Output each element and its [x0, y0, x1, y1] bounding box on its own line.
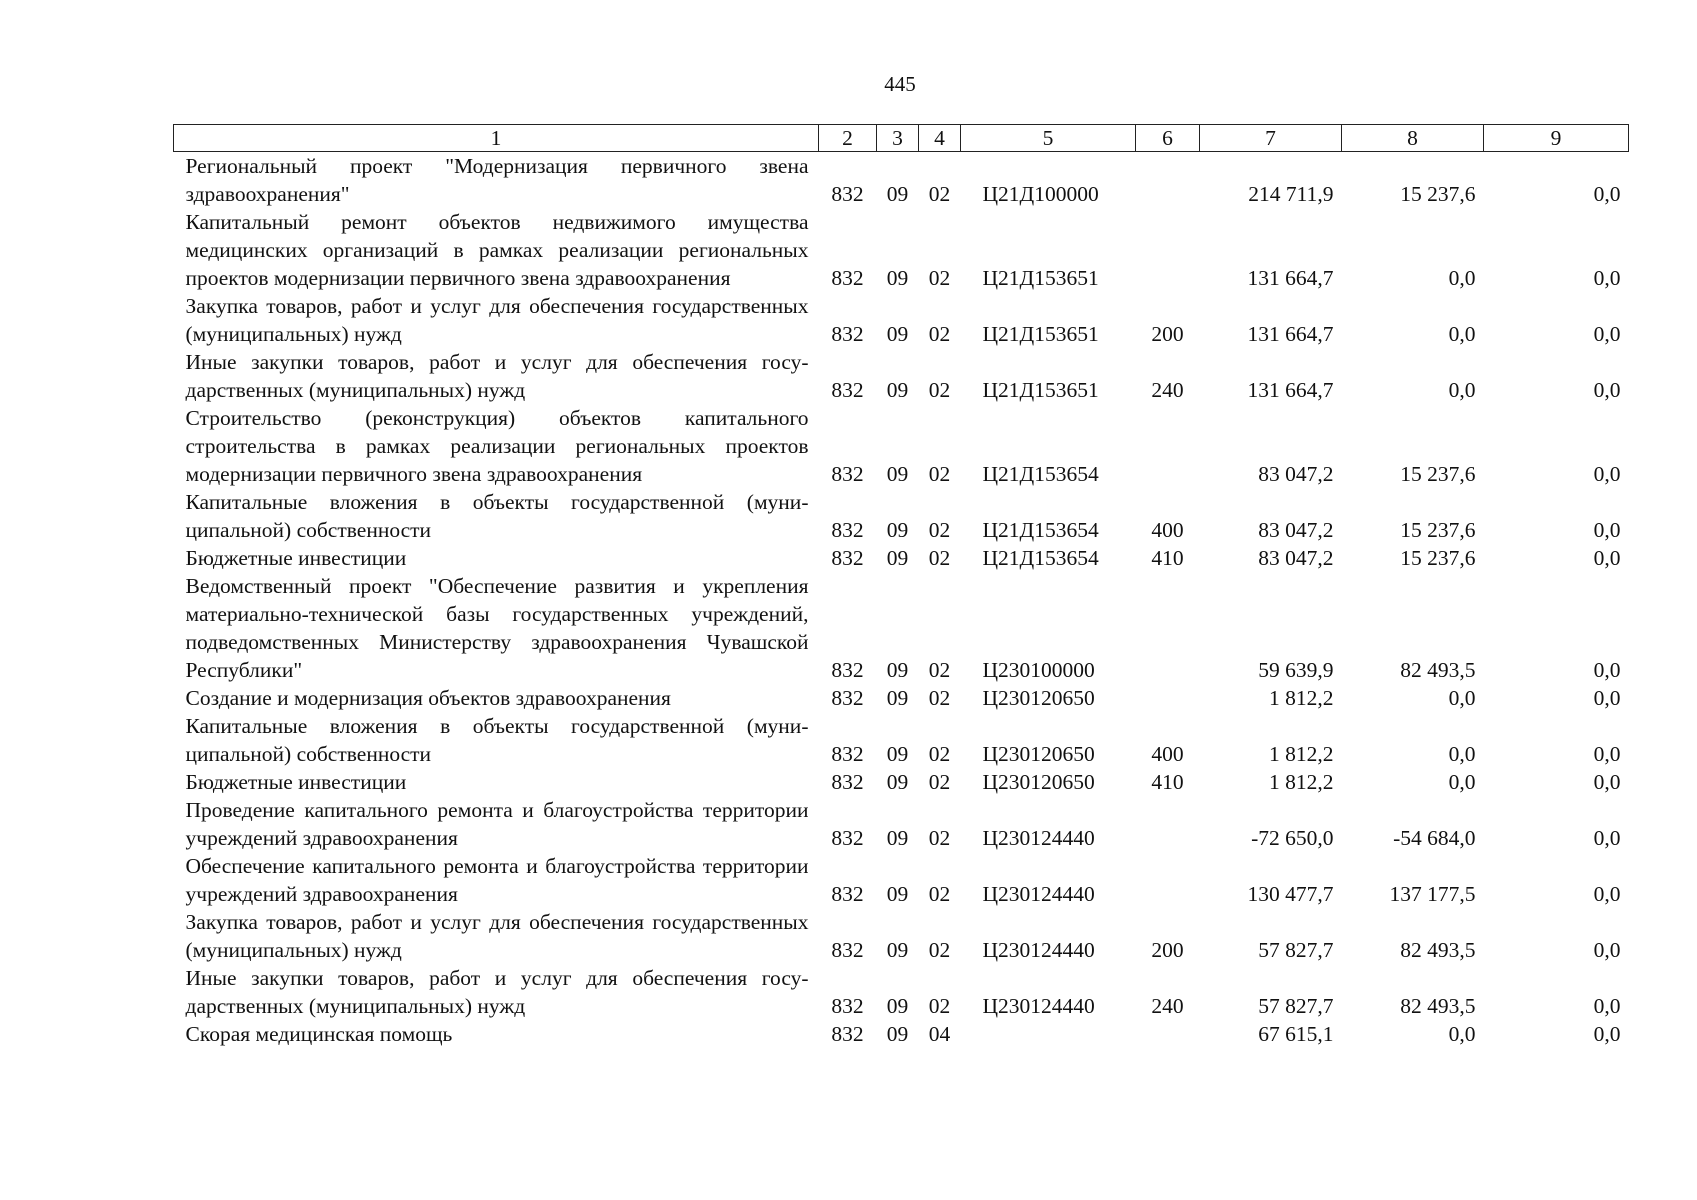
row-amount-1: 57 827,7	[1258, 938, 1334, 962]
row-subsection-code: 02	[928, 742, 951, 766]
row-name: Проведение капитального ремонта и благоустройства территории учреждений здравоохранения	[185, 798, 809, 850]
row-amount-3: 0,0	[1593, 770, 1621, 794]
row-amount-3: 0,0	[1593, 882, 1621, 906]
row-amount-1: 57 827,7	[1258, 994, 1334, 1018]
row-section-code: 09	[886, 994, 909, 1018]
row-amount-1: 131 664,7	[1247, 378, 1334, 402]
row-ministry-code: 832	[831, 322, 864, 346]
table-row	[174, 348, 1629, 404]
row-subsection-code: 02	[928, 938, 951, 962]
row-subsection-code: 02	[928, 182, 951, 206]
row-amount-1: 67 615,1	[1258, 1022, 1334, 1046]
row-amount-1: 1 812,2	[1269, 770, 1334, 794]
row-subsection-code: 02	[928, 518, 951, 542]
row-expense-type: 240	[1151, 994, 1184, 1018]
row-section-code: 09	[886, 882, 909, 906]
table-row	[174, 208, 1629, 292]
row-subsection-code: 02	[928, 378, 951, 402]
row-expense-type	[1136, 852, 1200, 908]
row-amount-1: 1 812,2	[1269, 686, 1334, 710]
row-ministry-code: 832	[831, 994, 864, 1018]
table-row	[174, 964, 1629, 1020]
table-header	[174, 125, 1629, 152]
row-amount-1: 59 639,9	[1258, 658, 1334, 682]
row-ministry-code: 832	[831, 770, 864, 794]
row-amount-2: 0,0	[1448, 266, 1476, 290]
row-amount-3: 0,0	[1593, 462, 1621, 486]
row-amount-1: 131 664,7	[1247, 266, 1334, 290]
row-amount-2: 0,0	[1448, 1022, 1476, 1046]
table-row	[174, 684, 1629, 712]
row-amount-2: 0,0	[1448, 322, 1476, 346]
row-target-article	[961, 1020, 1136, 1048]
row-target-article: Ц21Д153651	[982, 266, 1099, 290]
row-name: Иные закупки товаров, работ и услуг для обеспечения государственных (муниципальных) нужд	[185, 966, 809, 1018]
row-amount-3: 0,0	[1593, 1022, 1621, 1046]
row-expense-type: 410	[1151, 546, 1184, 570]
row-amount-1: 83 047,2	[1258, 546, 1334, 570]
row-name: Региональный проект "Модернизация первичного звена здравоохранения"	[185, 154, 809, 206]
row-amount-3: 0,0	[1593, 546, 1621, 570]
row-name: Капитальные вложения в объекты государственной (муниципальной) собственности	[185, 714, 809, 766]
header-col-1: 1	[174, 125, 819, 152]
header-col-2: 2	[819, 125, 877, 152]
row-section-code: 09	[886, 770, 909, 794]
row-amount-3: 0,0	[1593, 378, 1621, 402]
row-section-code: 09	[886, 462, 909, 486]
header-col-4: 4	[919, 125, 961, 152]
row-name: Обеспечение капитального ремонта и благоустройства территории учреждений здравоохранения	[185, 854, 809, 906]
row-amount-3: 0,0	[1593, 686, 1621, 710]
row-amount-2: -54 684,0	[1393, 826, 1476, 850]
header-row	[174, 125, 1629, 152]
row-expense-type	[1136, 1020, 1200, 1048]
row-section-code: 09	[886, 938, 909, 962]
row-ministry-code: 832	[831, 378, 864, 402]
row-amount-1: 83 047,2	[1258, 462, 1334, 486]
row-name: Капитальные вложения в объекты государственной (муниципальной) собственности	[185, 490, 809, 542]
row-expense-type: 240	[1151, 378, 1184, 402]
table-row	[174, 544, 1629, 572]
row-subsection-code: 02	[928, 826, 951, 850]
row-target-article: Ц230124440	[982, 938, 1095, 962]
row-amount-3: 0,0	[1593, 322, 1621, 346]
row-target-article: Ц230100000	[982, 658, 1095, 682]
row-name: Бюджетные инвестиции	[185, 546, 407, 570]
row-subsection-code: 02	[928, 322, 951, 346]
row-target-article: Ц21Д153651	[982, 322, 1099, 346]
row-amount-2: 15 237,6	[1400, 462, 1476, 486]
page-number: 445	[884, 72, 916, 96]
row-subsection-code: 02	[928, 658, 951, 682]
row-amount-1: 214 711,9	[1248, 182, 1334, 206]
row-section-code: 09	[886, 378, 909, 402]
row-expense-type: 400	[1151, 518, 1184, 542]
row-name: Создание и модернизация объектов здравоохранения	[185, 686, 671, 710]
row-expense-type: 200	[1151, 322, 1184, 346]
row-name: Закупка товаров, работ и услуг для обеспечения государственных (муниципальных) нужд	[185, 294, 809, 346]
row-expense-type	[1136, 404, 1200, 488]
row-subsection-code: 02	[928, 686, 951, 710]
row-amount-3: 0,0	[1593, 994, 1621, 1018]
row-section-code: 09	[886, 826, 909, 850]
row-subsection-code: 02	[928, 994, 951, 1018]
row-name: Бюджетные инвестиции	[185, 770, 407, 794]
row-target-article: Ц21Д153654	[982, 518, 1099, 542]
header-col-6: 6	[1136, 125, 1200, 152]
row-target-article: Ц230120650	[982, 770, 1095, 794]
row-subsection-code: 02	[928, 770, 951, 794]
table-row	[174, 768, 1629, 796]
row-amount-1: -72 650,0	[1251, 826, 1334, 850]
row-amount-1: 130 477,7	[1247, 882, 1334, 906]
table-row	[174, 712, 1629, 768]
row-expense-type	[1136, 684, 1200, 712]
row-amount-2: 15 237,6	[1400, 182, 1476, 206]
row-ministry-code: 832	[831, 546, 864, 570]
table-row	[174, 852, 1629, 908]
row-section-code: 09	[886, 322, 909, 346]
row-amount-1: 83 047,2	[1258, 518, 1334, 542]
row-expense-type: 400	[1151, 742, 1184, 766]
header-col-3: 3	[877, 125, 919, 152]
row-amount-2: 0,0	[1448, 770, 1476, 794]
header-col-8: 8	[1342, 125, 1484, 152]
row-amount-2: 0,0	[1448, 378, 1476, 402]
row-amount-3: 0,0	[1593, 266, 1621, 290]
row-expense-type	[1136, 572, 1200, 684]
row-expense-type	[1136, 796, 1200, 852]
row-expense-type: 410	[1151, 770, 1184, 794]
table-row	[174, 488, 1629, 544]
row-amount-3: 0,0	[1593, 742, 1621, 766]
row-amount-1: 1 812,2	[1269, 742, 1334, 766]
row-amount-2: 0,0	[1448, 742, 1476, 766]
row-expense-type	[1136, 208, 1200, 292]
row-target-article: Ц230124440	[982, 994, 1095, 1018]
header-col-7: 7	[1200, 125, 1342, 152]
row-target-article: Ц230124440	[982, 826, 1095, 850]
row-name: Иные закупки товаров, работ и услуг для обеспечения государственных (муниципальных) нужд	[185, 350, 809, 402]
row-ministry-code: 832	[831, 882, 864, 906]
row-section-code: 09	[886, 518, 909, 542]
row-name: Закупка товаров, работ и услуг для обеспечения государственных (муниципальных) нужд	[185, 910, 809, 962]
row-subsection-code: 02	[928, 882, 951, 906]
row-section-code: 09	[886, 742, 909, 766]
row-amount-3: 0,0	[1593, 826, 1621, 850]
row-ministry-code: 832	[831, 938, 864, 962]
row-ministry-code: 832	[831, 658, 864, 682]
row-name: Капитальный ремонт объектов недвижимого имущества медицинских организаций в рамках реализации региональных проектов модернизации первичного звена здравоохранения	[185, 210, 809, 290]
row-target-article: Ц21Д153654	[982, 546, 1099, 570]
row-target-article: Ц230120650	[982, 686, 1095, 710]
row-name: Скорая медицинская помощь	[185, 1022, 453, 1046]
row-name: Строительство (реконструкция) объектов капитального строительства в рамках реализации региональных проектов модернизации первичного звена здравоохранения	[185, 406, 809, 486]
row-ministry-code: 832	[831, 518, 864, 542]
row-target-article: Ц230124440	[982, 882, 1095, 906]
row-subsection-code: 02	[928, 462, 951, 486]
row-ministry-code: 832	[831, 742, 864, 766]
row-ministry-code: 832	[831, 462, 864, 486]
header-col-9: 9	[1484, 125, 1629, 152]
row-amount-2: 15 237,6	[1400, 518, 1476, 542]
row-amount-3: 0,0	[1593, 182, 1621, 206]
row-name: Ведомственный проект "Обеспечение развития и укрепления материально-технической базы государственных учреждений, подведомственных Министерству здравоохранения Чувашской Республики"	[185, 574, 809, 682]
row-section-code: 09	[886, 686, 909, 710]
table-row	[174, 572, 1629, 684]
row-amount-2: 82 493,5	[1400, 938, 1476, 962]
row-amount-2: 15 237,6	[1400, 546, 1476, 570]
row-amount-3: 0,0	[1593, 518, 1621, 542]
row-amount-2: 82 493,5	[1400, 994, 1476, 1018]
row-section-code: 09	[886, 546, 909, 570]
row-ministry-code: 832	[831, 266, 864, 290]
row-target-article: Ц230120650	[982, 742, 1095, 766]
table-row	[174, 292, 1629, 348]
row-ministry-code: 832	[831, 826, 864, 850]
row-target-article: Ц21Д153651	[982, 378, 1099, 402]
row-expense-type: 200	[1151, 938, 1184, 962]
row-section-code: 09	[886, 266, 909, 290]
budget-table	[173, 124, 1629, 1048]
row-amount-2: 82 493,5	[1400, 658, 1476, 682]
table-row	[174, 908, 1629, 964]
table-row	[174, 152, 1629, 209]
row-section-code: 09	[886, 182, 909, 206]
table-row	[174, 1020, 1629, 1048]
row-ministry-code: 832	[831, 182, 864, 206]
row-subsection-code: 04	[928, 1022, 951, 1046]
row-ministry-code: 832	[831, 686, 864, 710]
header-col-5: 5	[961, 125, 1136, 152]
row-amount-1: 131 664,7	[1247, 322, 1334, 346]
row-expense-type	[1136, 152, 1200, 209]
table-body	[174, 152, 1629, 1049]
table-row	[174, 796, 1629, 852]
table-row	[174, 404, 1629, 488]
row-target-article: Ц21Д100000	[982, 182, 1099, 206]
row-amount-3: 0,0	[1593, 938, 1621, 962]
row-subsection-code: 02	[928, 546, 951, 570]
row-amount-3: 0,0	[1593, 658, 1621, 682]
row-amount-2: 0,0	[1448, 686, 1476, 710]
budget-table-container	[173, 124, 1628, 1048]
row-subsection-code: 02	[928, 266, 951, 290]
row-section-code: 09	[886, 658, 909, 682]
row-section-code: 09	[886, 1022, 909, 1046]
row-target-article: Ц21Д153654	[982, 462, 1099, 486]
row-ministry-code: 832	[831, 1022, 864, 1046]
row-amount-2: 137 177,5	[1389, 882, 1476, 906]
